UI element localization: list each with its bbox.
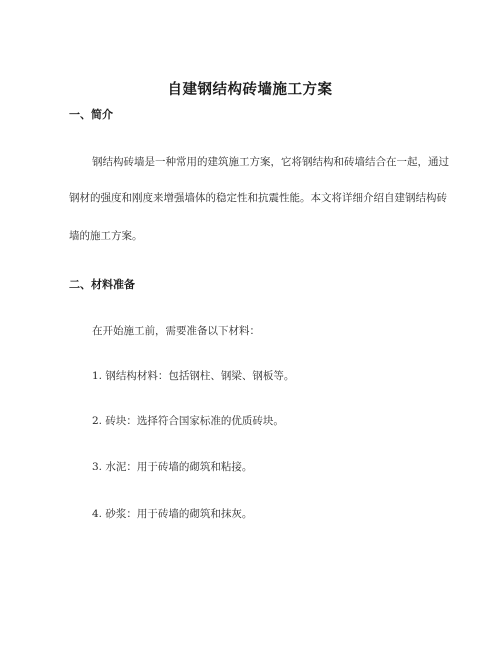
- material-list-item: 1. 钢结构材料：包括钢柱、钢梁、钢板等。: [92, 370, 295, 382]
- intro-paragraph-line: 钢结构砖墙是一种常用的建筑施工方案，它将钢结构和砖墙结合在一起，通过: [92, 156, 449, 168]
- material-list-item: 3. 水泥：用于砖墙的砌筑和粘接。: [92, 461, 253, 473]
- material-list-item: 2. 砖块：选择符合国家标准的优质砖块。: [92, 415, 284, 427]
- intro-paragraph-line: 钢材的强度和刚度来增强墙体的稳定性和抗震性能。本文将详细介绍自建钢结构砖: [69, 192, 447, 204]
- materials-intro-text: 在开始施工前，需要准备以下材料：: [92, 325, 260, 337]
- document-title: 自建钢结构砖墙施工方案: [167, 81, 333, 98]
- section-heading-materials: 二、材料准备: [69, 278, 135, 291]
- intro-paragraph-line: 墙的施工方案。: [69, 230, 143, 242]
- section-heading-intro: 一、简介: [69, 108, 113, 121]
- material-list-item: 4. 砂浆：用于砖墙的砌筑和抹灰。: [92, 508, 253, 520]
